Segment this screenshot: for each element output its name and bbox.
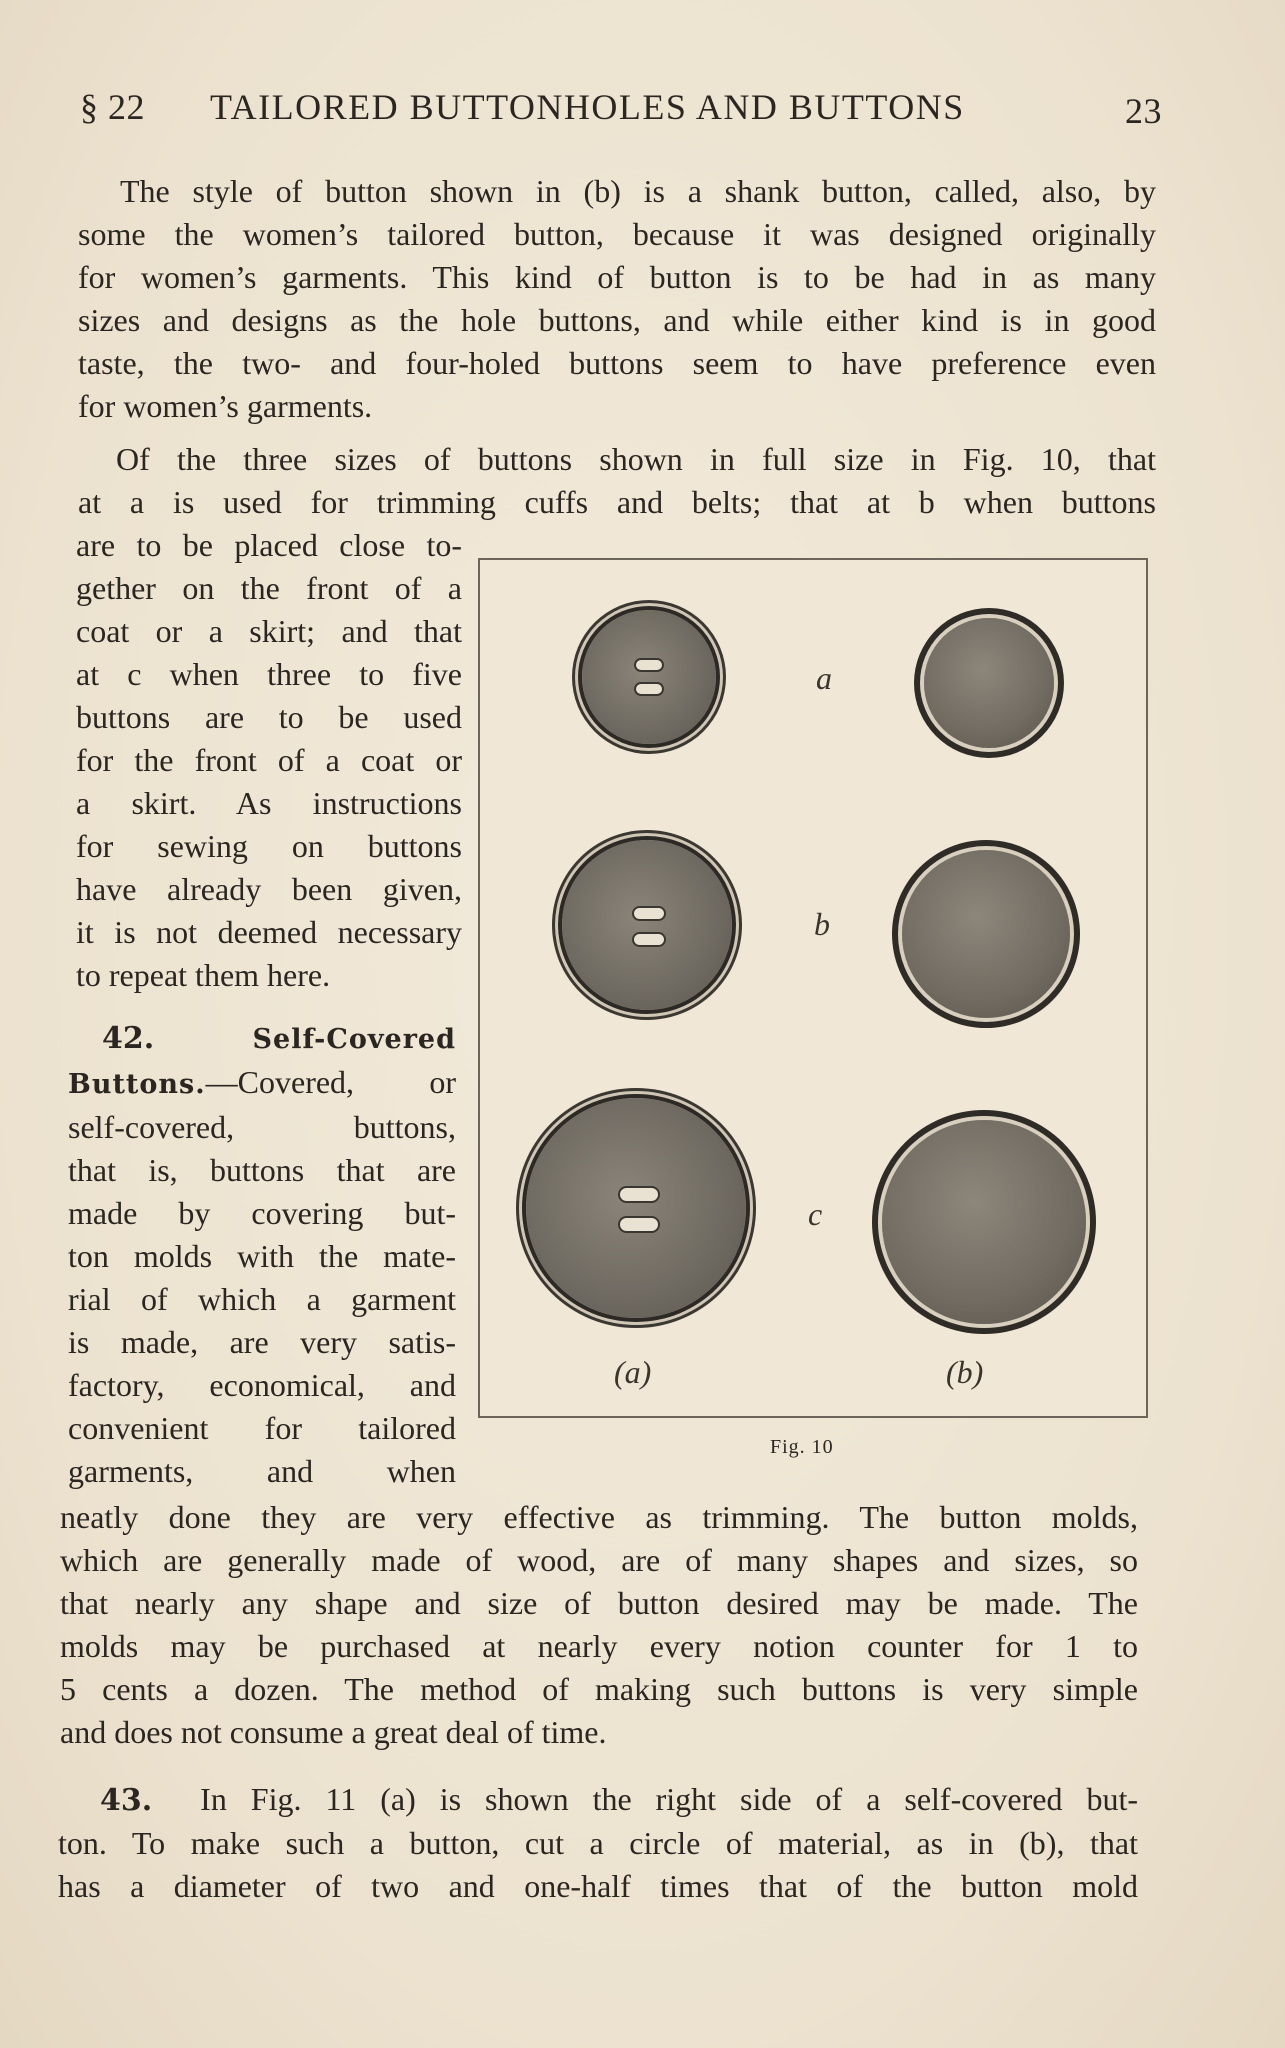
running-header	[80, 86, 1162, 136]
text-line: and does not consume a great deal of time.	[60, 1714, 607, 1750]
button-hole	[634, 658, 664, 672]
text-line: it is not deemed necessary	[76, 914, 462, 950]
text-line: gether on the front of a	[76, 570, 462, 606]
paragraph-2	[78, 438, 1156, 524]
text-line: is made, are very satis-	[68, 1324, 456, 1360]
text-line: that is, buttons that are	[68, 1152, 456, 1188]
row-label-b: b	[814, 906, 830, 942]
figure-10	[478, 558, 1148, 1418]
running-title: TAILORED BUTTONHOLES AND BUTTONS	[210, 87, 965, 127]
text-line	[58, 1778, 1138, 1822]
text-line: are to be placed close to-	[76, 527, 462, 563]
text-line: sizes and designs as the hole buttons, and while either kind is in good	[78, 302, 1156, 338]
holed-button-a	[582, 610, 716, 744]
text-line: The style of button shown in (b) is a shank button, called, also, by	[120, 173, 1156, 209]
text-line: molds may be purchased at nearly every notion counter for 1 to	[60, 1628, 1138, 1664]
text-line: for sewing on buttons	[76, 828, 462, 864]
text-line: has a diameter of two and one-half times that of the button mold	[58, 1868, 1138, 1904]
button-hole	[632, 932, 666, 947]
heading-line	[68, 1016, 456, 1061]
text-line: convenient for tailored	[68, 1410, 456, 1446]
paragraph-number: 43.	[100, 1783, 153, 1818]
text-line: made by covering but-	[68, 1195, 456, 1231]
row-label-a: a	[816, 660, 832, 696]
row-label-c: c	[808, 1196, 823, 1232]
paragraph-42-cont	[60, 1496, 1138, 1754]
column-label-a: (a)	[614, 1354, 652, 1390]
section-number: § 22	[80, 87, 145, 127]
text-fragment: —Covered, or	[205, 1064, 456, 1100]
text-line: ton. To make such a button, cut a circle of material, as in (b), that	[58, 1825, 1138, 1861]
text-line: buttons are to be used	[76, 699, 462, 735]
paragraph-number: 42.	[102, 1021, 155, 1056]
text-line: ton molds with the mate-	[68, 1238, 456, 1274]
text-line: at a is used for trimming cuffs and belts; that at b when buttons	[78, 484, 1156, 520]
text-line: that nearly any shape and size of button desired may be made. The	[60, 1585, 1138, 1621]
button-hole	[618, 1186, 660, 1203]
text-line: for women’s garments.	[78, 388, 373, 424]
button-hole	[632, 906, 666, 921]
text-line: at c when three to five	[76, 656, 462, 692]
text-line: garments, and when	[68, 1453, 456, 1489]
text-line: have already been given,	[76, 871, 462, 907]
text-line: rial of which a garment	[68, 1281, 456, 1317]
text-fragment: In Fig. 11 (a) is shown the right side of a self-covered but-	[200, 1781, 1139, 1817]
paragraph-43	[58, 1778, 1138, 1908]
paragraph-2-narrow	[76, 524, 462, 997]
heading-line-2	[68, 1061, 456, 1106]
figure-caption: Fig. 10	[770, 1436, 834, 1458]
section-heading: Self-Covered	[252, 1024, 456, 1055]
holed-button-b	[562, 840, 732, 1010]
section-heading-cont: Buttons.	[68, 1069, 206, 1100]
paragraph-1	[78, 170, 1156, 428]
text-line: some the women’s tailored button, because it was designed originally	[78, 216, 1156, 252]
holed-button-c	[526, 1098, 746, 1318]
text-line: 5 cents a dozen. The method of making such buttons is very simple	[60, 1671, 1138, 1707]
page-number: 23	[1125, 91, 1162, 131]
text-line: to repeat them here.	[76, 957, 331, 993]
text-line: taste, the two- and four-holed buttons seem to have preference even	[78, 345, 1156, 381]
shank-button-c	[882, 1120, 1086, 1324]
text-line: for the front of a coat or	[76, 742, 462, 778]
text-line: coat or a skirt; and that	[76, 613, 462, 649]
paragraph-42	[68, 1016, 456, 1493]
text-line: which are generally made of wood, are of many shapes and sizes, so	[60, 1542, 1138, 1578]
text-line: for women’s garments. This kind of button is to be had in as many	[78, 259, 1156, 295]
text-line: a skirt. As instructions	[76, 785, 462, 821]
button-hole	[634, 682, 664, 696]
button-hole	[618, 1216, 660, 1233]
column-label-b: (b)	[946, 1354, 984, 1390]
text-line: factory, economical, and	[68, 1367, 456, 1403]
text-line: Of the three sizes of buttons shown in full size in Fig. 10, that	[116, 441, 1156, 477]
shank-button-a	[924, 618, 1054, 748]
text-line: neatly done they are very effective as trimming. The button molds,	[60, 1499, 1138, 1535]
shank-button-b	[902, 850, 1070, 1018]
text-line: self-covered, buttons,	[68, 1109, 456, 1145]
